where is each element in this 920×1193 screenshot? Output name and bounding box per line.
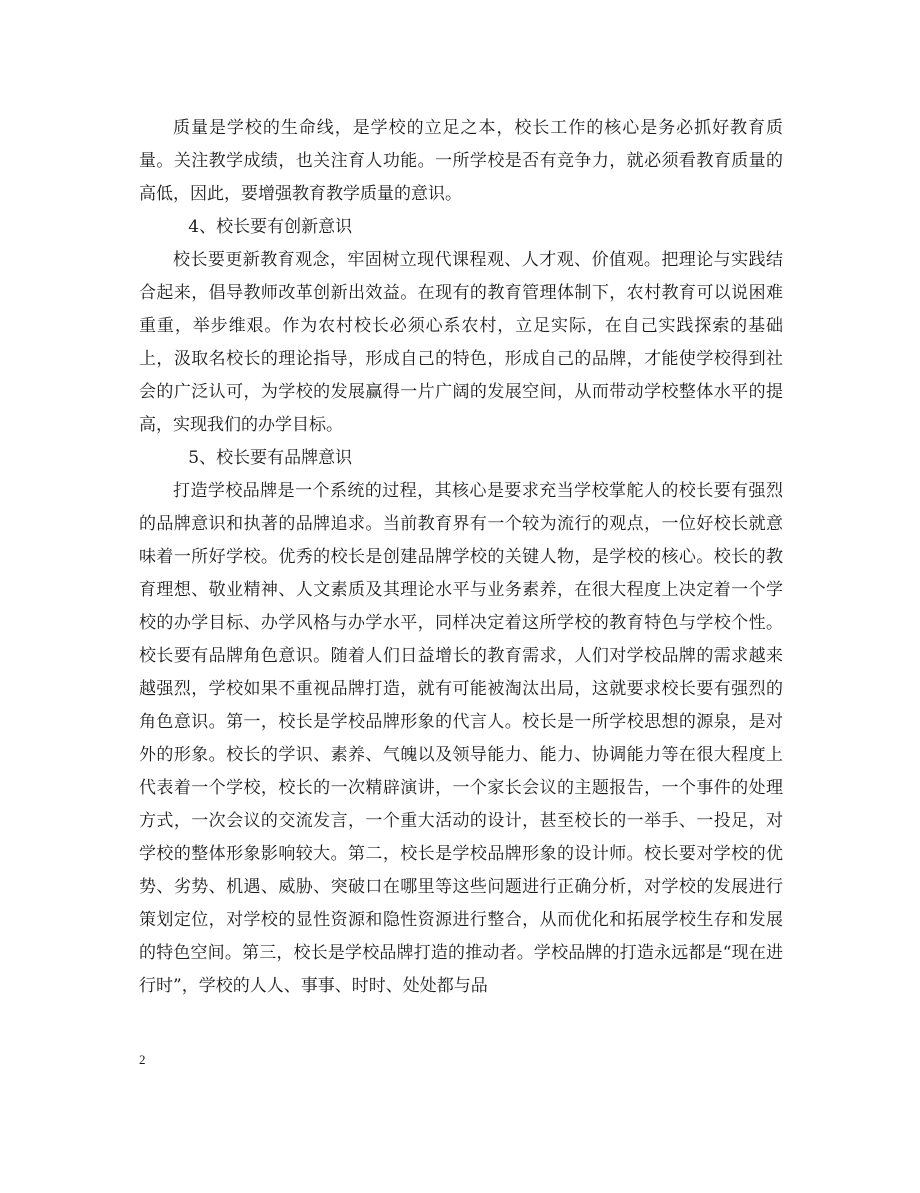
paragraph-brand: 打造学校品牌是一个系统的过程，其核心是要求充当学校掌舵人的校长要有强烈的品牌意识和执著的品牌追求。当前教育界有一个较为流行的观点，一位好校长就意味着一所好学校。优秀的校长是创建品牌学校的关键人物，是学校的核心。校长的教育理想、敬业精神、人文素质及其理论水平与业务素养，在很大程度上决定着一个学校的办学目标、办学风格与办学水平，同样决定着这所学校的教育特色与学校个性。校长要有品牌角色意识。随着人们日益增长的教育需求，人们对学校品牌的需求越来越强烈，学校如果不重视品牌打造，就有可能被淘汰出局，这就要求校长要有强烈的角色意识。第一，校长是学校品牌形象的代言人。校长是一所学校思想的源泉，是对外的形象。校长的学识、素养、气魄以及领导能力、能力、协调能力等在很大程度上代表着一个学校，校长的一次精辟演讲，一个家长会议的主题报告，一个事件的处理方式，一次会议的交流发言，一个重大活动的设计，甚至校长的一举手、一投足，对学校的整体形象影响较大。第二，校长是学校品牌形象的设计师。校长要对学校的优势、劣势、机遇、威胁、突破口在哪里等这些问题进行正确分析，对学校的发展进行策划定位，对学校的显性资源和隐性资源进行整合，从而优化和拓展学校生存和发展的特色空间。第三，校长是学校品牌打造的推动者。学校品牌的打造永远都是“现在进行时”，学校的人人、事事、时时、处处都与品 (139, 481, 783, 996)
section-heading-innovation: 4、校长要有创新意识 (188, 217, 353, 237)
paragraph-quality: 质量是学校的生命线，是学校的立足之本，校长工作的核心是务必抓好教育质量。关注教学成绩，也关注育人功能。一所学校是否有竞争力，就必须看教育质量的高低，因此，要增强教育教学质量的意识。 (139, 118, 783, 204)
section-heading-brand: 5、校长要有品牌意识 (188, 448, 353, 468)
document-body (139, 112, 783, 1003)
paragraph-innovation: 校长要更新教育观念，牢固树立现代课程观、人才观、价值观。把理论与实践结合起来，倡导教师改革创新出效益。在现有的教育管理体制下，农村教育可以说困难重重，举步维艰。作为农村校长必须心系农村，立足实际，在自己实践探索的基础上，汲取名校长的理论指导，形成自己的特色，形成自己的品牌，才能使学校得到社会的广泛认可，为学校的发展赢得一片广阔的发展空间，从而带动学校整体水平的提高，实现我们的办学目标。 (139, 250, 783, 435)
page-number: 2 (139, 1052, 146, 1067)
